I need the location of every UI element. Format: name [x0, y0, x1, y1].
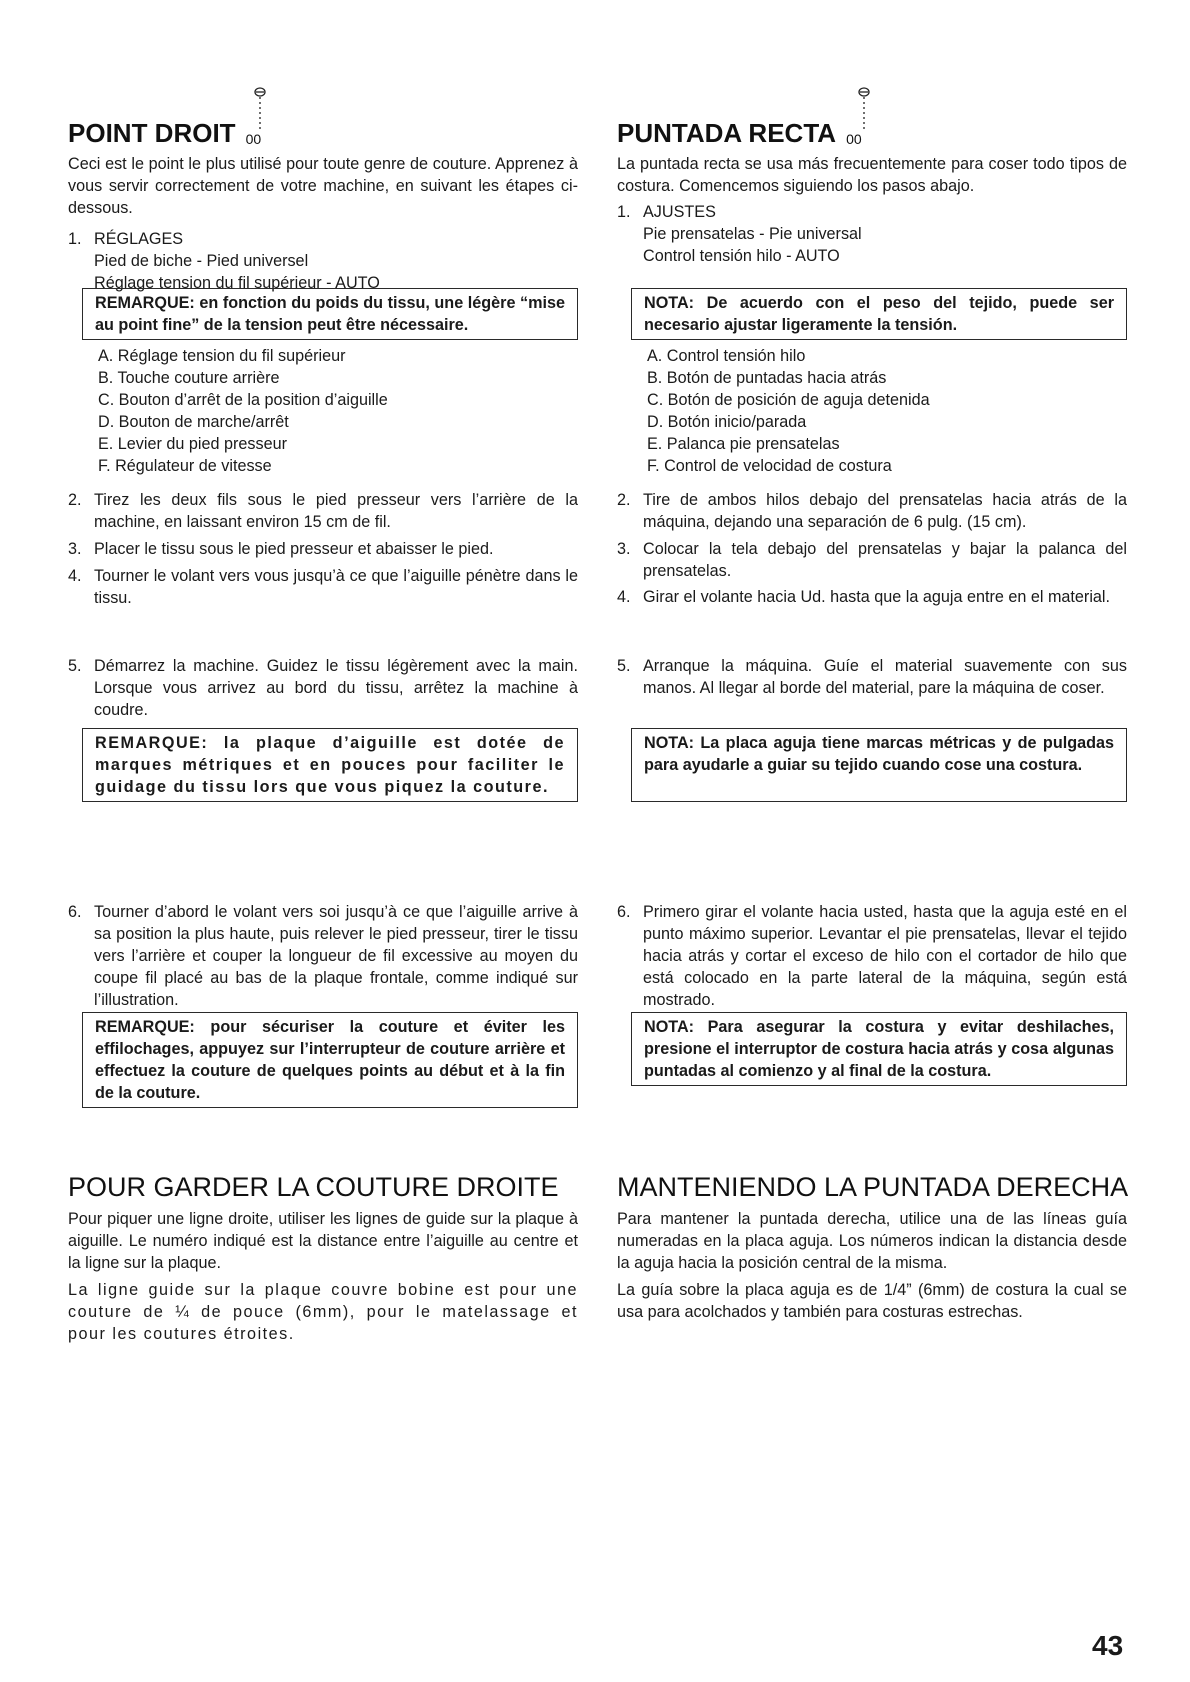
stitch-code: 00	[245, 131, 262, 147]
page-number: 43	[1092, 1630, 1124, 1661]
french-column	[68, 0, 578, 1682]
list-item: F. Régulateur de vitesse	[98, 457, 272, 475]
page-title: POINT DROIT 00	[68, 118, 262, 148]
step-5: 5. Démarrez la machine. Guidez le tissu légèrement avec la main. Lorsque vous arrivez au bord du tissu, arrêtez la machine à coudre.	[68, 657, 578, 719]
step-1: 1. RÉGLAGES Pied de biche - Pied universel Réglage tension du fil supérieur - AUTO	[68, 228, 578, 294]
step-3: 3. Placer le tissu sous le pied presseur et abaisser le pied.	[68, 540, 494, 558]
note-box: REMARQUE: en fonction du poids du tissu, une légère “mise au point fine” de la tension peut être nécessaire.	[82, 288, 578, 340]
list-item: A. Réglage tension du fil supérieur	[98, 347, 346, 365]
step-1-title: RÉGLAGES	[94, 230, 184, 248]
note-box: NOTA: De acuerdo con el peso del tejido, puede ser necesario ajustar ligeramente la tensión.	[631, 288, 1127, 340]
step-1-line: Control tensión hilo - AUTO	[643, 247, 840, 265]
list-item: E. Palanca pie prensatelas	[647, 435, 840, 453]
note-box: NOTA: La placa aguja tiene marcas métricas y de pulgadas para ayudarle a guiar su tejido cuando cose una costura.	[631, 728, 1127, 802]
spanish-column	[617, 0, 1127, 1682]
parts-list	[617, 345, 1157, 477]
list-item: E. Levier du pied presseur	[98, 435, 287, 453]
step-1: 1. AJUSTES Pie prensatelas - Pie universal Control tensión hilo - AUTO	[617, 201, 1127, 267]
section-paragraph: La guía sobre la placa aguja es de 1/4” (6mm) de costura la cual se usa para acolchados y también para costuras estrechas.	[617, 1281, 1127, 1321]
section-title: MANTENIENDO LA PUNTADA DERECHA	[617, 1172, 1129, 1202]
step-4: 4. Tourner le volant vers vous jusqu’à ce que l’aiguille pénètre dans le tissu.	[68, 567, 578, 607]
step-6: 6. Tourner d’abord le volant vers soi jusqu’à ce que l’aiguille arrive à sa position la plus haute, puis relever le pied presseur, tirer le tissu vers l’arrière et couper la longueur de fil excessive au moyen du coupe fil placé au bas de la plaque frontale, comme indiqué sur l’illustration.	[68, 903, 578, 1009]
section-title: POUR GARDER LA COUTURE DROITE	[68, 1172, 559, 1202]
list-item: B. Touche couture arrière	[98, 369, 280, 387]
note-box: REMARQUE: pour sécuriser la couture et éviter les effilochages, appuyez sur l’interrupteur de couture arrière et effectuez la couture de quelques points au début et à la fin de la couture.	[82, 1012, 578, 1108]
step-3: 3. Colocar la tela debajo del prensatelas y bajar la palanca del prensatelas.	[617, 540, 1127, 580]
note-box: REMARQUE: la plaque d’aiguille est dotée de marques métriques et en pouces pour faciliter le guidage du tissu lors que vous piquez la couture.	[82, 728, 578, 802]
section-paragraph: Para mantener la puntada derecha, utilice una de las líneas guía numeradas en la placa aguja. Los números indican la distancia desde la aguja hacia la posición central de la misma.	[617, 1210, 1127, 1272]
step-1-title: AJUSTES	[643, 203, 716, 221]
section-paragraph: Pour piquer une ligne droite, utiliser les lignes de guide sur la plaque à aiguille. Le numéro indiqué est la distance entre l’aiguille au centre et la ligne sur la plaque.	[68, 1210, 578, 1272]
intro-paragraph: La puntada recta se usa más frecuentemente para coser todo tipos de costura. Comencemos siguiendo los pasos abajo.	[617, 155, 1127, 195]
list-item: C. Bouton d’arrêt de la position d’aiguille	[98, 391, 388, 409]
section-paragraph: La ligne guide sur la plaque couvre bobine est pour une couture de ¼ de pouce (6mm), pour le matelassage et pour les coutures étroites.	[68, 1281, 578, 1343]
page-title: PUNTADA RECTA 00	[617, 118, 862, 148]
step-1-line: Pied de biche - Pied universel	[94, 252, 309, 270]
step-2: 2. Tirez les deux fils sous le pied presseur vers l’arrière de la machine, en laissant environ 15 cm de fil.	[68, 491, 578, 531]
step-5: 5. Arranque la máquina. Guíe el material suavemente con sus manos. Al llegar al borde del material, pare la máquina de coser.	[617, 657, 1127, 697]
stitch-code: 00	[846, 131, 862, 147]
step-4: 4. Girar el volante hacia Ud. hasta que la aguja entre en el material.	[617, 588, 1111, 606]
list-item: C. Botón de posición de aguja detenida	[647, 391, 930, 409]
intro-paragraph: Ceci est le point le plus utilisé pour toute genre de couture. Apprenez à vous servir correctement de votre machine, en suivant les étapes ci-dessous.	[68, 155, 578, 217]
list-item: B. Botón de puntadas hacia atrás	[647, 369, 887, 387]
step-1-line: Pie prensatelas - Pie universal	[643, 225, 862, 243]
parts-list	[68, 345, 608, 477]
step-1-line: Réglage tension du fil supérieur - AUTO	[94, 274, 380, 292]
list-item: D. Bouton de marche/arrêt	[98, 413, 289, 431]
list-item: F. Control de velocidad de costura	[647, 457, 892, 475]
note-box: NOTA: Para asegurar la costura y evitar deshilaches, presione el interruptor de costura hacia atrás y cosa algunas puntadas al comienzo y al final de la costura.	[631, 1012, 1127, 1086]
step-2: 2. Tire de ambos hilos debajo del prensatelas hacia atrás de la máquina, dejando una separación de 6 pulg. (15 cm).	[617, 491, 1127, 531]
list-item: A. Control tensión hilo	[647, 347, 806, 365]
step-6: 6. Primero girar el volante hacia usted, hasta que la aguja esté en el punto máximo superior. Levantar el pie prensatelas, llevar el tejido hacia atrás y cortar el exceso de hilo con el cortador de hilo que está colocado en la parte lateral de la máquina, según está mostrado.	[617, 903, 1127, 1009]
list-item: D. Botón inicio/parada	[647, 413, 807, 431]
